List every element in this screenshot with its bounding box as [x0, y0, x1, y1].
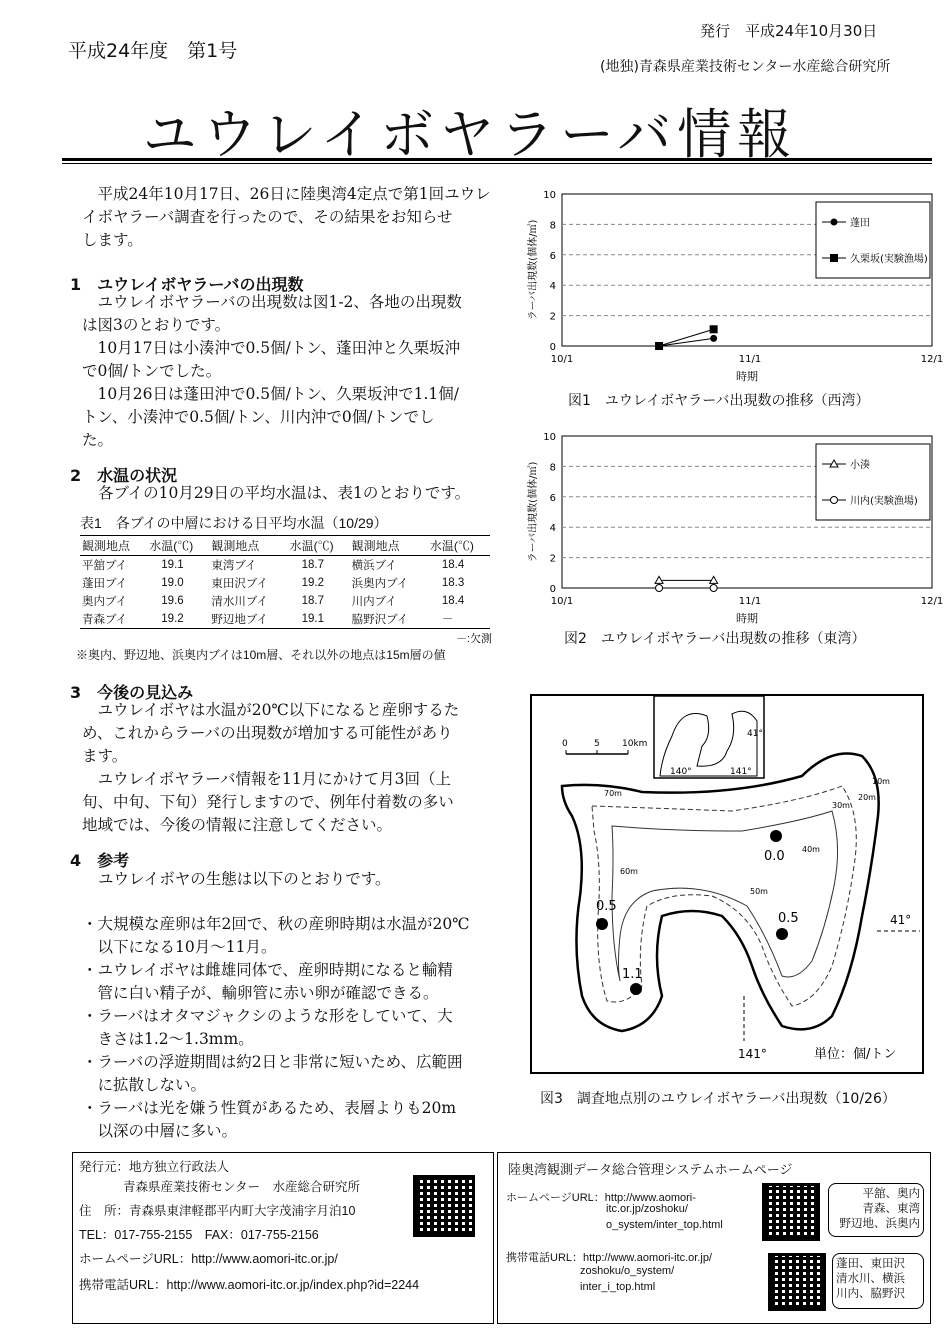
group1-item: 青森、東湾: [862, 1203, 920, 1215]
depth-label: 30m: [832, 801, 850, 810]
scale-label-5: 5: [594, 739, 600, 749]
intro-paragraph: [82, 183, 512, 252]
legend-label: 川内(実験漁場): [850, 496, 918, 507]
footer-hp-url[interactable]: ホームページURL：http://www.aomori-itc.or.jp/: [79, 1252, 338, 1266]
figure3-caption: 図3 調査地点別のユウレイボヤラーバ出現数（10/26）: [540, 1091, 896, 1107]
station-marker: [596, 918, 608, 930]
section2-heading: 2 水温の状況: [70, 466, 178, 485]
depth-label: 70m: [604, 789, 622, 798]
table-header-cell: 観測地点: [350, 536, 428, 556]
issue-date: 発行 平成24年10月30日: [700, 22, 878, 40]
y-tick-label: 8: [549, 220, 556, 232]
ecology-bullet: [82, 913, 514, 959]
depth-label: 50m: [750, 887, 768, 896]
title-rule-thick: [62, 158, 932, 161]
page-title: ユウレイボヤラーバ情報: [142, 103, 798, 166]
y-tick-label: 10: [543, 432, 556, 443]
data-point: [710, 335, 717, 342]
table-header-cell: 観測地点: [209, 536, 287, 556]
table-header-cell: 水温(℃): [147, 536, 209, 556]
table-cell: 18.4: [441, 559, 465, 571]
station-value: 0.5: [778, 911, 799, 926]
data-point: [710, 585, 717, 592]
mutsu-bay-map: [532, 696, 922, 1072]
hp-url-line[interactable]: itc.or.jp/zoshoku/: [606, 1203, 688, 1215]
y-tick-label: 4: [549, 523, 556, 535]
table-cell: 19.0: [161, 577, 184, 589]
section3-line: 地域では、今後の情報に注意してください。: [82, 816, 393, 834]
footer-line: 青森県産業技術センター 水産総合研究所: [123, 1180, 361, 1194]
inset-lon-right: 141°: [730, 767, 752, 777]
section1-line: トン、小湊沖で0.5個/トン、川内沖で0個/トンでし: [82, 408, 435, 426]
station-marker: [776, 928, 788, 940]
lat-label: 41°: [890, 913, 912, 927]
x-tick-label: 12/1: [920, 354, 944, 365]
legend-box: [816, 202, 930, 278]
y-tick-label: 2: [549, 311, 556, 323]
group2-item: 清水川、横浜: [836, 1273, 905, 1285]
scale-label-10: 10km: [622, 739, 648, 749]
legend-marker: [831, 219, 838, 226]
section1-line: は図3のとおりです。: [82, 316, 231, 334]
qr-code-icon: [768, 1253, 826, 1311]
table-cell: 青森ブイ: [82, 614, 127, 626]
table-cell: 蓬田ブイ: [82, 578, 127, 590]
table-row: [80, 556, 490, 575]
section3-line: ユウレイボヤは水温が20℃以下になると産卵するた: [97, 701, 460, 719]
ecology-bullet: [82, 1005, 514, 1051]
table-cell: －: [441, 614, 454, 626]
table-cell: 川内ブイ: [351, 596, 397, 608]
y-tick-label: 6: [549, 250, 556, 262]
group1-item: 野辺地、浜奥内: [839, 1218, 920, 1230]
group1-list: [832, 1187, 920, 1232]
survey-map: [530, 694, 924, 1074]
group2-item: 蓬田、東田沢: [836, 1258, 905, 1270]
y-tick-label: 8: [549, 462, 556, 474]
x-tick-label: 10/1: [550, 596, 574, 607]
depth-label: 20m: [858, 793, 876, 802]
intro-line: します。: [82, 231, 143, 249]
section2-line: 各ブイの10月29日の平均水温は、表1のとおりです。: [98, 484, 471, 502]
footer-right-title: 陸奥湾観測データ総合管理システムホームページ: [508, 1162, 793, 1177]
intro-line: イボヤラーバ調査を行ったので、その結果をお知らせ: [82, 208, 453, 226]
figure1: [512, 176, 944, 416]
table-cell: 東田沢ブイ: [211, 578, 268, 590]
y-tick-label: 0: [549, 342, 556, 353]
series-line: [659, 329, 714, 346]
scale-label-0: 0: [562, 739, 568, 749]
bullet-line: きさは1.2～1.3mm。: [97, 1030, 254, 1048]
data-point: [710, 325, 718, 333]
inset-lon-left: 140°: [670, 767, 692, 777]
footer-contact: [72, 1152, 494, 1324]
publisher: (地独)青森県産業技術センター水産総合研究所: [600, 59, 891, 75]
figure2-caption: 図2 ユウレイボヤラーバ出現数の推移（東湾）: [564, 631, 866, 647]
bullet-line: に拡散しない。: [97, 1076, 207, 1094]
table-cell: 18.3: [441, 577, 465, 589]
series-line: [659, 338, 714, 346]
table-header-cell: 水温(℃): [288, 536, 350, 556]
intro-line: 平成24年10月17日、26日に陸奥湾4定点で第1回ユウレ: [97, 185, 491, 203]
group2-item: 川内、脇野沢: [836, 1288, 905, 1300]
table-cell: 18.4: [441, 595, 465, 607]
section4-intro: ユウレイボヤの生態は以下のとおりです。: [98, 870, 391, 888]
section1-line: ユウレイボヤラーバの出現数は図1-2、各地の出現数: [97, 293, 462, 311]
depth-contour-inner: [612, 811, 838, 981]
ecology-bullet: [82, 1051, 514, 1097]
data-point: [656, 585, 663, 592]
map-unit-label: 単位：個/トン: [814, 1047, 897, 1062]
section3-line: ユウレイボヤラーバ情報を11月にかけて月3回（上: [97, 770, 452, 788]
table-cell: 奥内ブイ: [82, 596, 127, 608]
section3-body: [82, 699, 512, 837]
mobile-url-line[interactable]: zoshoku/o_system/: [580, 1265, 675, 1277]
bullet-line: 管に白い精子が、輸卵管に赤い卵が確認できる。: [97, 984, 439, 1002]
section1-body: [82, 291, 512, 452]
y-axis-label: ラーバ出現数(個体/㎥): [528, 219, 539, 321]
bullet-line: ・ラーバの浮遊期間は約2日と非常に短いため、広範囲: [82, 1053, 463, 1071]
mobile-url-line[interactable]: inter_i_top.html: [580, 1281, 656, 1293]
section3-heading: 3 今後の見込み: [70, 683, 194, 702]
table-header-cell: 水温(℃): [428, 536, 490, 556]
table-cell: 18.7: [301, 559, 324, 571]
table-cell: 18.7: [301, 595, 324, 607]
figure1-caption: 図1 ユウレイボヤラーバ出現数の推移（西湾）: [568, 393, 870, 409]
missing-note: －:欠測: [455, 633, 492, 645]
y-tick-label: 4: [549, 281, 556, 293]
x-axis-label: 時期: [736, 370, 758, 383]
y-tick-label: 6: [549, 492, 556, 504]
ecology-list: [82, 913, 514, 1143]
y-tick-label: 0: [549, 584, 556, 595]
footer-line: 発行元：地方独立行政法人: [79, 1160, 230, 1174]
group1-item: 平舘、奥内: [862, 1188, 920, 1200]
legend-label: 小湊: [850, 460, 870, 471]
station-marker: [770, 830, 782, 842]
table-cell: 19.1: [161, 559, 184, 571]
bullet-line: ・大規模な産卵は年2回で、秋の産卵時期は水温が20℃: [82, 915, 470, 933]
footer-line: 住 所：青森県東津軽郡平内町大字茂浦字月泊10: [79, 1204, 356, 1218]
table-cell: 野辺地ブイ: [211, 614, 268, 626]
station-value: 0.0: [764, 849, 785, 864]
station-value: 0.5: [596, 899, 617, 914]
depth-label: 60m: [620, 867, 638, 876]
bullet-line: 以深の中層に多い。: [97, 1122, 238, 1140]
y-axis-label: ラーバ出現数(個体/㎥): [528, 461, 539, 563]
table-footnote: ※奥内、野辺地、浜奥内ブイは10m層、それ以外の地点は15m層の値: [76, 648, 446, 662]
table-row: [80, 610, 490, 629]
table-header-cell: 観測地点: [80, 536, 147, 556]
table-cell: 19.2: [301, 577, 324, 589]
table-row: [80, 574, 490, 592]
title-rule-thin: [62, 163, 932, 164]
bullet-line: 以下になる10月～11月。: [97, 938, 277, 956]
table-cell: 19.2: [161, 613, 184, 625]
volume-number: 平成24年度 第1号: [68, 40, 238, 62]
legend-marker: [830, 254, 838, 262]
table-cell: 浜奥内ブイ: [351, 578, 409, 590]
bullet-line: ・ラーバはオタマジャクシのような形をしていて、大: [82, 1007, 453, 1025]
group2-list: [836, 1257, 920, 1302]
table1-caption: 表1 各ブイの中層における日平均水温（10/29）: [80, 515, 388, 531]
qr-code-icon: [413, 1175, 475, 1237]
section3-line: め、これからラーバの出現数が増加する可能性があり: [82, 724, 453, 742]
section1-line: で0個/トンでした。: [82, 362, 222, 380]
inset-lat-label: 41°: [747, 729, 763, 739]
footer-observation-system: [497, 1152, 931, 1324]
table-cell: 清水川ブイ: [211, 596, 268, 608]
footer-mobile-url[interactable]: 携帯電話URL：http://www.aomori-itc.or.jp/index.php?id=2244: [79, 1278, 420, 1292]
table-cell: 横浜ブイ: [351, 560, 397, 572]
chart-east-bay: [512, 418, 944, 640]
legend-box: [816, 444, 930, 520]
table1: [76, 513, 492, 663]
y-tick-label: 2: [549, 553, 556, 565]
chart-west-bay: [512, 176, 944, 398]
figure2: [512, 418, 944, 656]
table-cell: 19.1: [301, 613, 324, 625]
section3-line: 旬、中旬、下旬）発行しますので、例年付着数の多い: [82, 793, 454, 811]
water-temp-table: [80, 535, 490, 629]
table-cell: 脇野沢ブイ: [351, 614, 409, 626]
footer-line: TEL：017-755-2155 FAX：017-755-2156: [79, 1228, 319, 1242]
station-value: 1.1: [622, 967, 643, 982]
x-tick-label: 10/1: [550, 354, 574, 365]
qr-code-icon: [762, 1183, 820, 1241]
mobile-url-label[interactable]: 携帯電話URL：http://www.aomori-itc.or.jp/: [506, 1252, 712, 1264]
station-marker: [630, 983, 642, 995]
y-tick-label: 10: [543, 190, 556, 201]
section4-heading: 4 参考: [70, 851, 130, 870]
x-tick-label: 11/1: [738, 354, 762, 365]
x-axis-label: 時期: [736, 612, 758, 625]
section1-line: 10月26日は蓬田沖で0.5個/トン、久栗坂沖で1.1個/: [97, 385, 459, 403]
depth-label: 40m: [802, 845, 820, 854]
hp-url-line[interactable]: o_system/inter_top.html: [606, 1219, 723, 1231]
section1-heading: 1 ユウレイボヤラーバの出現数: [70, 275, 304, 294]
data-point: [655, 342, 663, 350]
hp-url-label[interactable]: ホームページURL：http://www.aomori-: [506, 1192, 696, 1204]
legend-label: 蓬田: [850, 218, 870, 229]
x-tick-label: 12/1: [920, 596, 944, 607]
lon-label: 141°: [738, 1047, 767, 1061]
ecology-bullet: [82, 1097, 514, 1143]
bullet-line: ・ラーバは光を嫌う性質があるため、表層よりも20m: [82, 1099, 457, 1117]
bullet-line: ・ユウレイボヤは雌雄同体で、産卵時期になると輸精: [82, 961, 453, 979]
section1-line: た。: [82, 431, 114, 449]
table-cell: 19.6: [161, 595, 184, 607]
ecology-bullet: [82, 959, 514, 1005]
legend-label: 久栗坂(実験漁場): [850, 254, 928, 265]
table-cell: 平舘ブイ: [82, 560, 127, 572]
legend-marker: [831, 497, 838, 504]
section3-line: ます。: [82, 747, 128, 765]
table-cell: 東湾ブイ: [211, 560, 257, 572]
table-row: [80, 592, 490, 610]
x-tick-label: 11/1: [738, 596, 762, 607]
depth-label: 10m: [872, 777, 890, 786]
section1-line: 10月17日は小湊沖で0.5個/トン、蓬田沖と久栗坂沖: [97, 339, 461, 357]
